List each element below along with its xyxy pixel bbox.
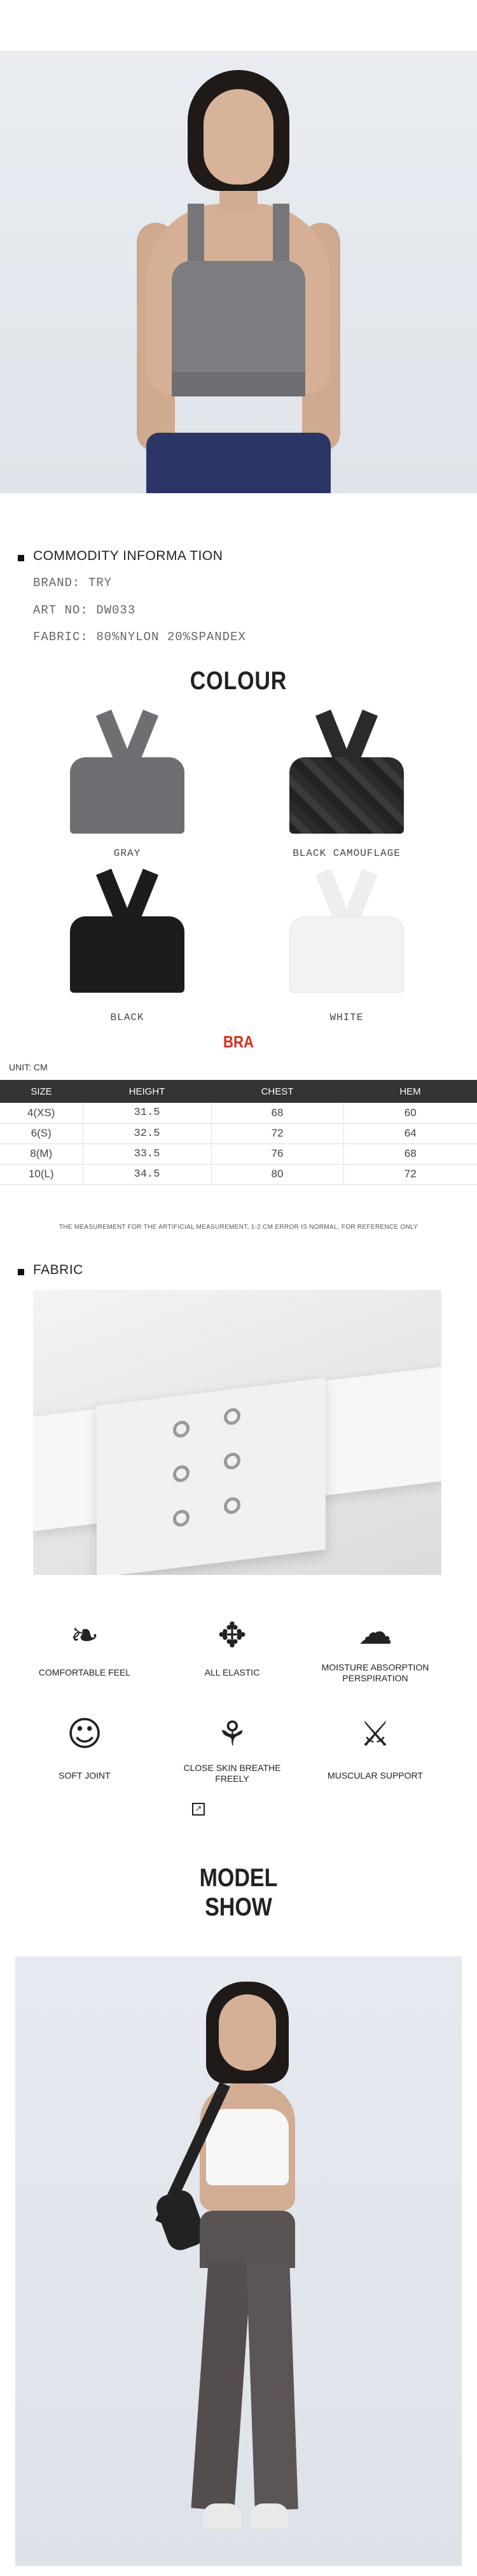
commodity-title: COMMODITY INFORMA TION	[33, 549, 223, 563]
colour-title: COLOUR	[190, 667, 287, 695]
unit-label: UNIT: CM	[9, 1062, 48, 1072]
gray-sports-bra	[172, 261, 305, 388]
swatch-label-black: BLACK	[110, 1012, 144, 1023]
cell-height: 33.5	[83, 1144, 211, 1164]
cell-chest: 68	[211, 1103, 343, 1123]
feature-label: ALL ELASTIC	[204, 1667, 260, 1677]
cell-hem: 72	[343, 1164, 477, 1184]
cell-chest: 76	[211, 1144, 343, 1164]
model-title-line2: SHOW	[205, 1893, 272, 1921]
model-show-photo	[15, 1956, 462, 2566]
header-size: SIZE	[0, 1080, 83, 1103]
stretch-arrows-icon: ✥	[218, 1615, 247, 1655]
feature-label: CLOSE SKIN BREATHE FREELY	[183, 1763, 281, 1784]
cell-hem: 68	[343, 1144, 477, 1164]
brand-line: BRAND: TRY	[33, 576, 113, 590]
cell-chest: 80	[211, 1164, 343, 1184]
table-row	[0, 1164, 477, 1184]
fabric-line: FABRIC: 80%NYLON 20%SPANDEX	[33, 630, 246, 644]
fabric-closeup-photo	[33, 1290, 441, 1575]
hero-product-photo	[0, 51, 477, 493]
table-row	[0, 1144, 477, 1164]
feature-label: MOISTURE ABSORPTION PERSPIRATION	[321, 1662, 429, 1683]
cell-size: 6(S)	[0, 1123, 83, 1144]
navy-leggings	[146, 433, 331, 493]
cell-size: 8(M)	[0, 1144, 83, 1164]
feature-label: SOFT JOINT	[59, 1770, 111, 1781]
breathe-icon: ⚘	[216, 1714, 248, 1754]
fabric-title: FABRIC	[33, 1263, 83, 1277]
feature-label: MUSCULAR SUPPORT	[328, 1770, 423, 1781]
yoga-figure-icon: ☺	[66, 1714, 103, 1754]
size-chart-title: BRA	[223, 1032, 254, 1051]
edit-icon[interactable]: ↗	[192, 1803, 205, 1816]
cell-hem: 60	[343, 1103, 477, 1123]
swatch-label-white: WHITE	[329, 1012, 364, 1023]
swatch-gray[interactable]	[70, 713, 184, 834]
support-figure-icon: ⚔	[359, 1714, 391, 1754]
art-no-line: ART NO: DW033	[33, 603, 136, 617]
table-row	[0, 1103, 477, 1123]
swatch-label-gray: GRAY	[113, 848, 141, 859]
cell-height: 34.5	[83, 1164, 211, 1184]
swatch-black[interactable]	[70, 872, 184, 993]
header-hem: HEM	[343, 1080, 477, 1103]
commodity-bullet	[18, 553, 24, 564]
header-height: HEIGHT	[83, 1080, 211, 1103]
swatch-black-camouflage[interactable]	[289, 713, 404, 834]
table-header-row	[0, 1080, 477, 1103]
header-chest: CHEST	[211, 1080, 343, 1103]
cell-height: 32.5	[83, 1123, 211, 1144]
feather-icon: ❧	[70, 1615, 99, 1655]
model-figure	[111, 51, 366, 493]
size-table	[0, 1080, 477, 1185]
cell-height: 31.5	[83, 1103, 211, 1123]
swatch-white[interactable]	[289, 872, 404, 993]
cell-chest: 72	[211, 1123, 343, 1144]
cell-size: 4(XS)	[0, 1103, 83, 1123]
swatch-label-black-camouflage: BLACK CAMOUFLAGE	[293, 848, 401, 859]
moisture-icon: ☁	[358, 1612, 392, 1652]
cell-hem: 64	[343, 1123, 477, 1144]
feature-label: COMFORTABLE FEEL	[38, 1667, 131, 1677]
cell-size: 10(L)	[0, 1164, 83, 1184]
measurement-note: THE MEASUREMENT FOR THE ARTIFICIAL MEASUREMENT, 1-2 CM ERROR IS NORMAL, FOR REFERENCE ONLY	[59, 1224, 418, 1231]
fabric-bullet	[18, 1267, 24, 1278]
table-row	[0, 1123, 477, 1144]
model-title-line1: MODEL	[199, 1864, 278, 1892]
